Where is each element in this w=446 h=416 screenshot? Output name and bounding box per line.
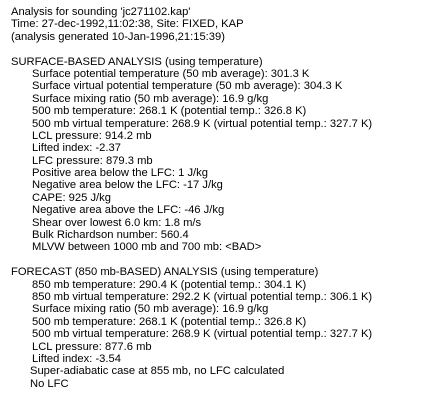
- section-spacer: [11, 43, 441, 55]
- report-time-site: Time: 27-dec-1992,11:02:38, Site: FIXED, KAP: [11, 18, 244, 31]
- forecast-line: 500 mb virtual temperature: 268.9 K (virtual potential temp.: 327.7 K): [32, 328, 373, 341]
- surface-analysis-heading: SURFACE-BASED ANALYSIS (using temperature): [11, 55, 263, 68]
- report-generated: (analysis generated 10-Jan-1996,21:15:39): [11, 30, 225, 43]
- surface-line: 500 mb temperature: 268.1 K (potential temp.: 326.8 K): [32, 105, 307, 118]
- surface-line: Surface potential temperature (50 mb average): 301.3 K: [32, 67, 310, 80]
- forecast-line: 500 mb temperature: 268.1 K (potential temp.: 326.8 K): [32, 315, 307, 328]
- forecast-note: No LFC: [30, 377, 69, 390]
- surface-line: MLVW between 1000 mb and 700 mb: <BAD>: [32, 241, 262, 254]
- sounding-analysis-document: [11, 6, 441, 390]
- forecast-analysis-heading: FORECAST (850 mb-BASED) ANALYSIS (using temperature): [11, 266, 319, 279]
- surface-line: Shear over lowest 6.0 km: 1.8 m/s: [32, 216, 202, 229]
- surface-line: CAPE: 925 J/kg: [32, 191, 111, 204]
- surface-line: Positive area below the LFC: 1 J/kg: [32, 167, 208, 180]
- forecast-line: 850 mb temperature: 290.4 K (potential temp.: 304.1 K): [32, 278, 307, 291]
- surface-line: LCL pressure: 914.2 mb: [32, 129, 152, 142]
- forecast-line: LCL pressure: 877.6 mb: [32, 340, 152, 353]
- forecast-line: Surface mixing ratio (50 mb average): 16.9 g/kg: [32, 303, 269, 316]
- surface-line: Negative area below the LFC: -17 J/kg: [32, 179, 223, 192]
- surface-line: Bulk Richardson number: 560.4: [32, 229, 189, 242]
- surface-line: LFC pressure: 879.3 mb: [32, 154, 153, 167]
- surface-line: 500 mb virtual temperature: 268.9 K (virtual potential temp.: 327.7 K): [32, 117, 373, 130]
- forecast-analysis-list: [11, 279, 441, 391]
- surface-line: Surface virtual potential temperature (50 mb average): 304.3 K: [32, 80, 343, 93]
- forecast-note: Super-adiabatic case at 855 mb, no LFC calculated: [30, 365, 285, 378]
- surface-line: Negative area above the LFC: -46 J/kg: [32, 204, 225, 217]
- forecast-line: Lifted index: -3.54: [32, 352, 121, 365]
- section-spacer: [11, 254, 441, 266]
- surface-line: Surface mixing ratio (50 mb average): 16.9 g/kg: [32, 92, 269, 105]
- forecast-line: 850 mb virtual temperature: 292.2 K (virtual potential temp.: 306.1 K): [32, 290, 373, 303]
- surface-analysis-list: [11, 68, 441, 254]
- report-title: Analysis for sounding 'jc271102.kap': [11, 6, 191, 18]
- surface-line: Lifted index: -2.37: [32, 142, 121, 155]
